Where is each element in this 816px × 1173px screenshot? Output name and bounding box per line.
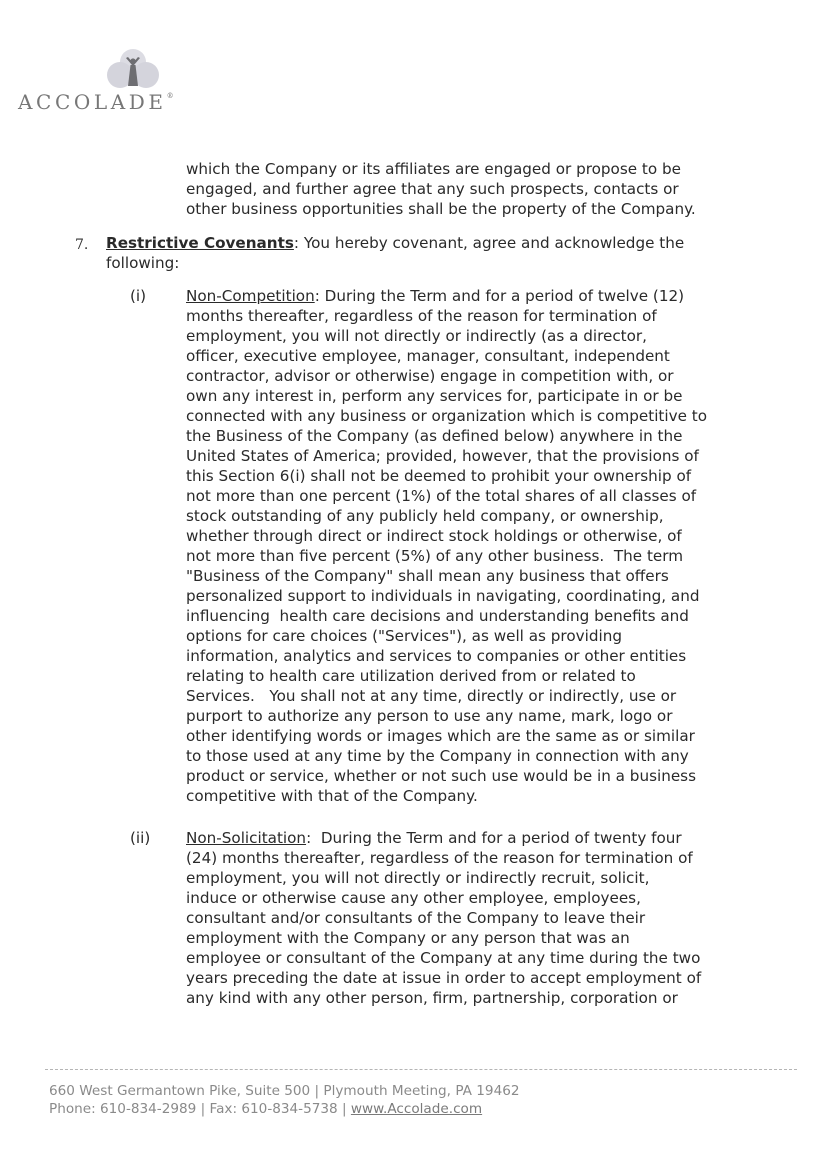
clause-line: relating to health care utilization derived from or related to	[186, 667, 636, 685]
clause-line: options for care choices ("Services"), as well as providing	[186, 627, 622, 645]
clause-line: officer, executive employee, manager, consultant, independent	[186, 347, 670, 365]
clause-line: purport to authorize any person to use any name, mark, logo or	[186, 707, 673, 725]
clause-line: own any interest in, perform any services for, participate in or be	[186, 387, 683, 405]
clause-line: influencing health care decisions and understanding benefits and	[186, 607, 689, 625]
clause-line: months thereafter, regardless of the reason for termination of	[186, 307, 657, 325]
section-intro-line2: following:	[106, 254, 180, 272]
accolade-logo-icon	[104, 48, 162, 90]
clause-line: consultant and/or consultants of the Company to leave their	[186, 909, 646, 927]
clause-line: product or service, whether or not such use would be in a business	[186, 767, 697, 785]
footer-divider	[45, 1069, 797, 1070]
clause-heading-line: Non-Solicitation: During the Term and for a period of twenty four	[186, 829, 682, 847]
clause-line: the Business of the Company (as defined below) anywhere in the	[186, 427, 683, 445]
clause-line: stock outstanding of any publicly held company, or ownership,	[186, 507, 664, 525]
clause-line: employment with the Company or any person that was an	[186, 929, 630, 947]
clause-line: personalized support to individuals in navigating, coordinating, and	[186, 587, 700, 605]
footer-contact	[49, 1101, 482, 1117]
clause-line: induce or otherwise cause any other employee, employees,	[186, 889, 641, 907]
clause-line: information, analytics and services to companies or other entities	[186, 647, 687, 665]
clause-line: employment, you will not directly or indirectly recruit, solicit,	[186, 869, 650, 887]
clause-heading-non-solicitation: Non-Solicitation	[186, 829, 307, 847]
clause-heading-non-competition: Non-Competition	[186, 287, 315, 305]
clause-line: employment, you will not directly or indirectly (as a director,	[186, 327, 648, 345]
section-title: Restrictive Covenants	[106, 234, 294, 252]
clause-line: any kind with any other person, firm, partnership, corporation or	[186, 989, 678, 1007]
clause-line: United States of America; provided, however, that the provisions of	[186, 447, 699, 465]
continuation-line: which the Company or its affiliates are engaged or propose to be	[186, 160, 681, 178]
clause-label-ii: (ii)	[130, 829, 151, 847]
accolade-logo	[16, 40, 196, 120]
clause-line: to those used at any time by the Company in connection with any	[186, 747, 689, 765]
clause-line: years preceding the date at issue in order to accept employment of	[186, 969, 702, 987]
section-intro: : You hereby covenant, agree and acknowledge the	[293, 234, 685, 252]
section-heading	[106, 234, 684, 254]
clause-line: not more than five percent (5%) of any other business. The term	[186, 547, 684, 565]
website-link[interactable]: www.Accolade.com	[350, 1101, 483, 1117]
clause-line: this Section 6(i) shall not be deemed to prohibit your ownership of	[186, 467, 692, 485]
continuation-line: engaged, and further agree that any such prospects, contacts or	[186, 180, 679, 198]
clause-line: not more than one percent (1%) of the total shares of all classes of	[186, 487, 697, 505]
clause-line: connected with any business or organization which is competitive to	[186, 407, 708, 425]
clause-line: contractor, advisor or otherwise) engage in competition with, or	[186, 367, 674, 385]
clause-heading-line: Non-Competition: During the Term and for a period of twelve (12)	[186, 287, 685, 305]
footer-phone-fax: Phone: 610-834-2989 | Fax: 610-834-5738 |	[49, 1101, 351, 1117]
footer-address: 660 West Germantown Pike, Suite 500 | Plymouth Meeting, PA 19462	[49, 1083, 520, 1099]
clause-line: whether through direct or indirect stock holdings or otherwise, of	[186, 527, 682, 545]
clause-line: "Business of the Company" shall mean any business that offers	[186, 567, 669, 585]
logo-wordmark: ACCOLADE®	[18, 90, 174, 114]
clause-line: other identifying words or images which are the same as or similar	[186, 727, 695, 745]
section-number: 7.	[75, 237, 89, 253]
clause-line: (24) months thereafter, regardless of the reason for termination of	[186, 849, 693, 867]
clause-label-i: (i)	[130, 287, 147, 305]
clause-line: Services. You shall not at any time, directly or indirectly, use or	[186, 687, 677, 705]
continuation-line: other business opportunities shall be the property of the Company.	[186, 200, 696, 218]
clause-line: competitive with that of the Company.	[186, 787, 478, 805]
clause-line: employee or consultant of the Company at any time during the two	[186, 949, 701, 967]
